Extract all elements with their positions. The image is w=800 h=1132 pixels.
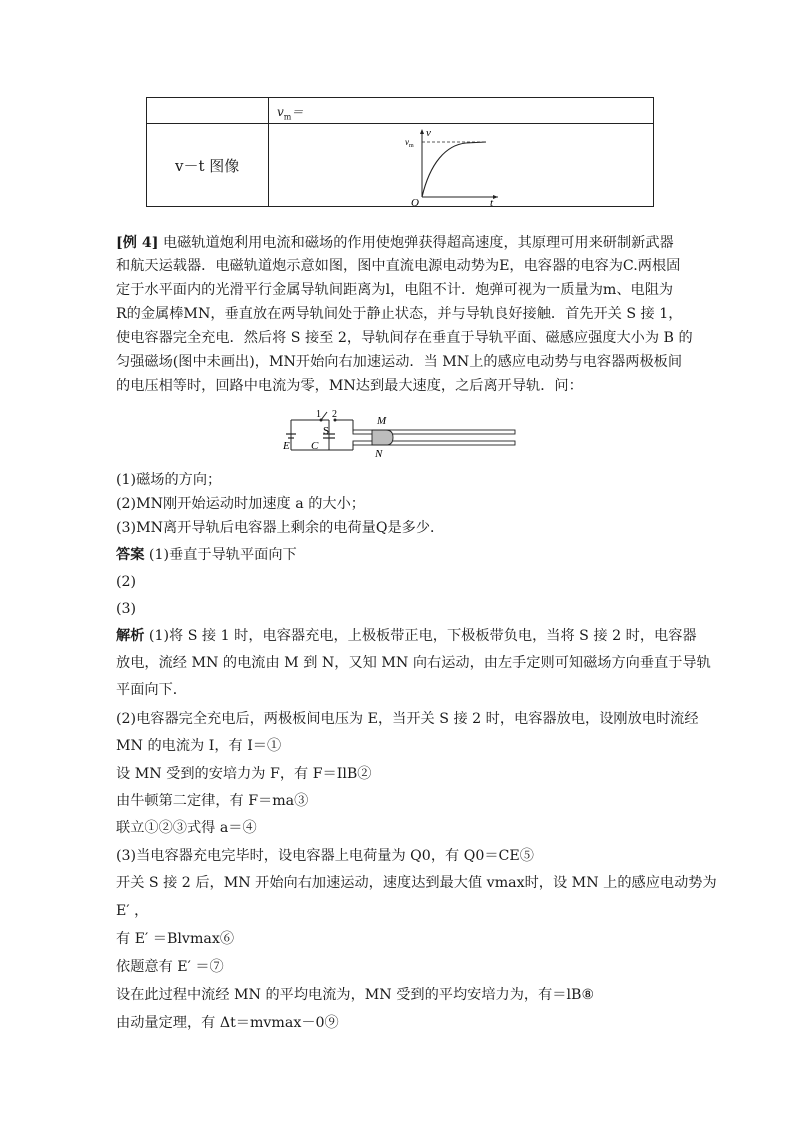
analysis-line-11: E′ ， bbox=[116, 903, 149, 919]
vm-cell: $v_m=$ bbox=[277, 105, 304, 122]
answer-line-2: (2) bbox=[116, 574, 137, 590]
rod-m-label: M bbox=[377, 415, 387, 427]
capacitor-label: C bbox=[311, 440, 319, 452]
rod-n-label: N bbox=[375, 448, 383, 460]
analysis-line-2: 放电，流经 MN 的电流由 M 到 N，又知 MN 向右运动，由左手定则可知磁场方向垂直于导轨 bbox=[116, 655, 711, 671]
graph-v-label: v bbox=[426, 127, 431, 139]
switch-pos-2: 2 bbox=[332, 409, 337, 420]
example-line-6: 匀强磁场(图中未画出)，MN开始向右加速运动．当 MN上的感应电动势与电容器两极板间 bbox=[116, 354, 683, 370]
graph-vm-mark: $v_m$ bbox=[405, 137, 414, 149]
example-line-1: [例 4] 电磁轨道炮利用电流和磁场的作用使炮弹获得超高速度，其原理可用来研制新武器 bbox=[116, 235, 674, 251]
rail-gun-circuit-diagram bbox=[283, 408, 519, 460]
source-label: E bbox=[283, 440, 290, 452]
example-line-5: 使电容器完全充电．然后将 S 接至 2，导轨间存在垂直于导轨平面、磁感应强度大小为 B 的 bbox=[116, 330, 693, 346]
analysis-line-6: 设 MN 受到的安培力为 F，有 F＝IlB② bbox=[116, 766, 372, 782]
answer-line-1: 答案 (1)垂直于导轨平面向下 bbox=[116, 547, 297, 563]
analysis-line-12: 有 E′ ＝Blvmax⑥ bbox=[116, 931, 235, 947]
summary-table bbox=[146, 97, 654, 207]
analysis-line-7: 由牛顿第二定律，有 F＝ma③ bbox=[116, 793, 309, 809]
analysis-label: 解析 bbox=[116, 628, 145, 644]
table-column-divider bbox=[268, 98, 269, 206]
question-1: (1)磁场的方向； bbox=[116, 472, 222, 488]
analysis-line-13: 依题意有 E′ ＝⑦ bbox=[116, 959, 224, 975]
example-line-7: 的电压相等时，回路中电流为零，MN达到最大速度，之后离开导轨．问： bbox=[116, 378, 583, 394]
analysis-line-14: 设在此过程中流经 MN 的平均电流为，MN 受到的平均安培力为，有＝lB⑧ bbox=[116, 987, 595, 1003]
analysis-line-4: (2)电容器完全充电后，两极板间电压为 E，当开关 S 接 2 时，电容器放电，设刚放电时流经 bbox=[116, 711, 699, 727]
example-tag: [例 4] bbox=[116, 235, 159, 251]
analysis-line-3: 平面向下． bbox=[116, 682, 187, 698]
answer-line-3: (3) bbox=[116, 601, 137, 617]
analysis-line-9: (3)当电容器充电完毕时，设电容器上电荷量为 Q0，有 Q0＝CE⑤ bbox=[116, 848, 534, 864]
example-line-3: 定于水平面内的光滑平行金属导轨间距离为l，电阻不计．炮弹可视为一质量为m、电阻为 bbox=[116, 282, 674, 298]
question-3: (3)MN离开导轨后电容器上剩余的电荷量Q是多少． bbox=[116, 520, 445, 536]
table-row-divider bbox=[147, 123, 653, 124]
answer-label: 答案 bbox=[116, 547, 145, 563]
switch-pos-1: 1 bbox=[316, 409, 321, 420]
vt-graph bbox=[402, 125, 502, 207]
vt-graph-label: v－t 图像 bbox=[175, 157, 240, 175]
graph-t-label: t bbox=[490, 197, 494, 207]
example-line-2: 和航天运载器．电磁轨道炮示意如图，图中直流电源电动势为E，电容器的电容为C.两根固 bbox=[116, 258, 681, 274]
analysis-line-15: 由动量定理，有 Δt＝mvmax－0⑨ bbox=[116, 1015, 339, 1031]
analysis-line-8: 联立①②③式得 a＝④ bbox=[116, 820, 257, 836]
analysis-line-10: 开关 S 接 2 后，MN 开始向右加速运动，速度达到最大值 vmax时，设 MN 上的感应电动势为 bbox=[116, 875, 717, 891]
analysis-line-5: MN 的电流为 I，有 I＝① bbox=[116, 738, 282, 754]
example-line-4: R的金属棒MN，垂直放在两导轨间处于静止状态，并与导轨良好接触．首先开关 S 接 1， bbox=[116, 306, 683, 322]
graph-origin: O bbox=[411, 197, 419, 207]
switch-label: S bbox=[323, 425, 330, 437]
question-2: (2)MN刚开始运动时加速度 a 的大小； bbox=[116, 496, 365, 512]
analysis-line-1: 解析 (1)将 S 接 1 时，电容器充电，上极板带正电，下极板带负电，当将 S 接 2 时，电容器 bbox=[116, 628, 697, 644]
